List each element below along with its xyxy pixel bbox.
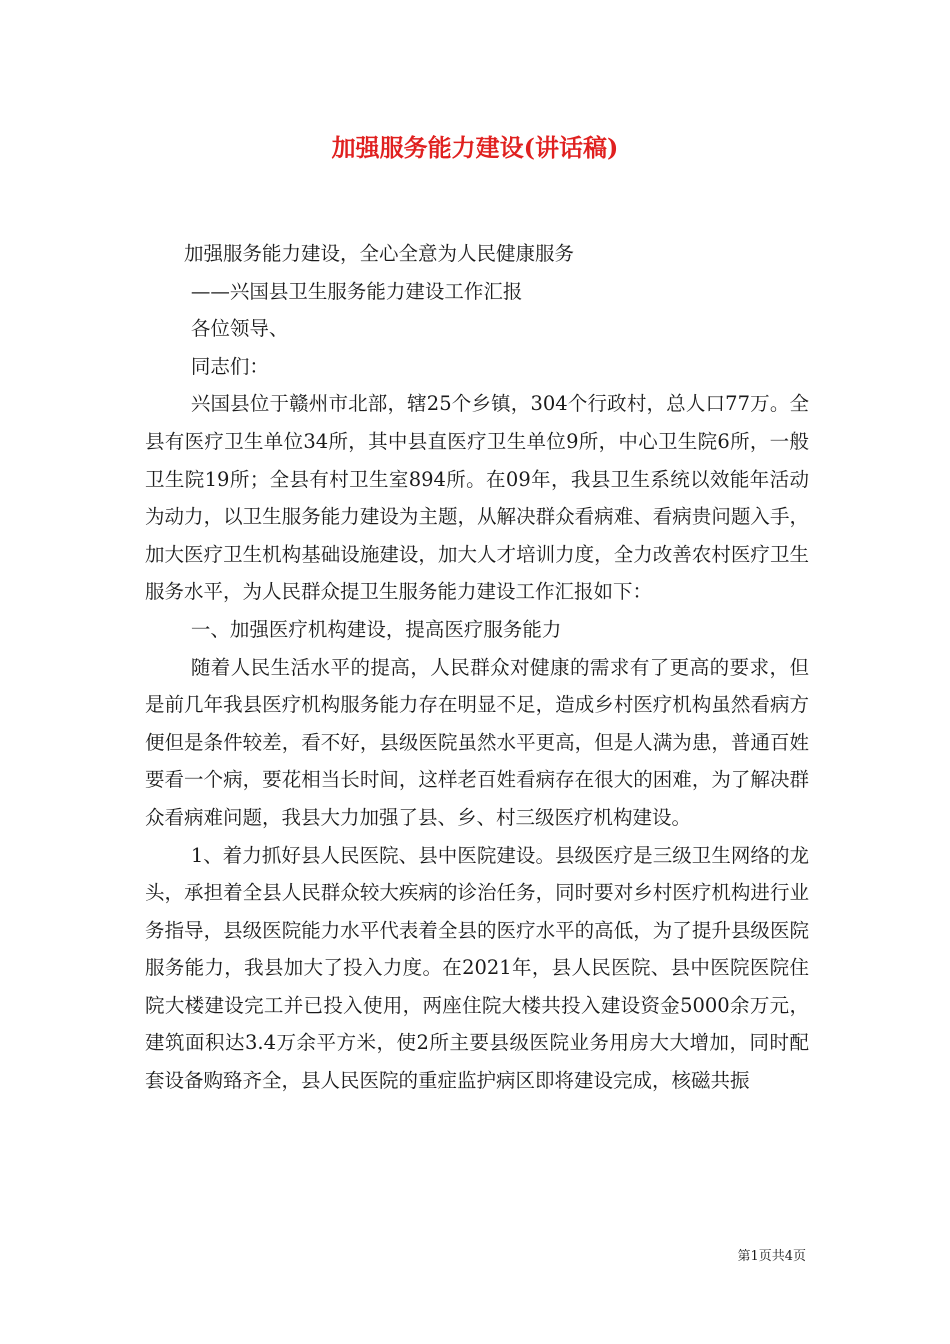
paragraph-intro: 兴国县位于赣州市北部，辖25个乡镇，304个行政村，总人口77万。全县有医疗卫生单位34所，其中县直医疗卫生单位9所，中心卫生院6所，一般卫生院19所；全县有村卫生室894所。在09年，我县卫生系统以效能年活动为动力，以卫生服务能力建设为主题，从解决群众看病难、看病贵问题入手，加大医疗卫生机构基础设施建设，加大人才培训力度，全力改善农村医疗卫生服务水平，为人民群众提卫生服务能力建设工作汇报如下： [145, 392, 809, 604]
document-body [145, 235, 809, 1100]
paragraph-section-1: 随着人民生活水平的提高，人民群众对健康的需求有了更高的要求，但是前几年我县医疗机构服务能力存在明显不足，造成乡村医疗机构虽然看病方便但是条件较差，看不好，县级医院虽然水平更高，但是人满为患，普通百姓要看一个病，要花相当长时间，这样老百姓看病存在很大的困难，为了解决群众看病难问题，我县大力加强了县、乡、村三级医疗机构建设。 [145, 655, 809, 829]
page-number: 第1页共4页 [737, 1249, 806, 1264]
salutation-leaders: 各位领导、 [190, 317, 289, 341]
document-title: 加强服务能力建设(讲话稿) [331, 133, 619, 162]
speech-subheading: ——兴国县卫生服务能力建设工作汇报 [190, 279, 523, 303]
salutation-comrades: 同志们： [190, 354, 269, 378]
paragraph-item-1: 1、着力抓好县人民医院、县中医院建设。县级医疗是三级卫生网络的龙头，承担着全县人民群众较大疾病的诊治任务，同时要对乡村医疗机构进行业务指导，县级医院能力水平代表着全县的医疗水平的高低，为了提升县级医院服务能力，我县加大了投入力度。在2021年，县人民医院、县中医院医院住院大楼建设完工并已投入使用，两座住院大楼共投入建设资金5000余万元，建筑面积达3.4万余平方米，使2所主要县级医院业务用房大大增加，同时配套设备购臵齐全，县人民医院的重症监护病区即将建设完成，核磁共振 [145, 843, 809, 1093]
speech-heading: 加强服务能力建设，全心全意为人民健康服务 [184, 242, 575, 265]
section-heading-1: 一、加强医疗机构建设，提高医疗服务能力 [190, 617, 562, 641]
